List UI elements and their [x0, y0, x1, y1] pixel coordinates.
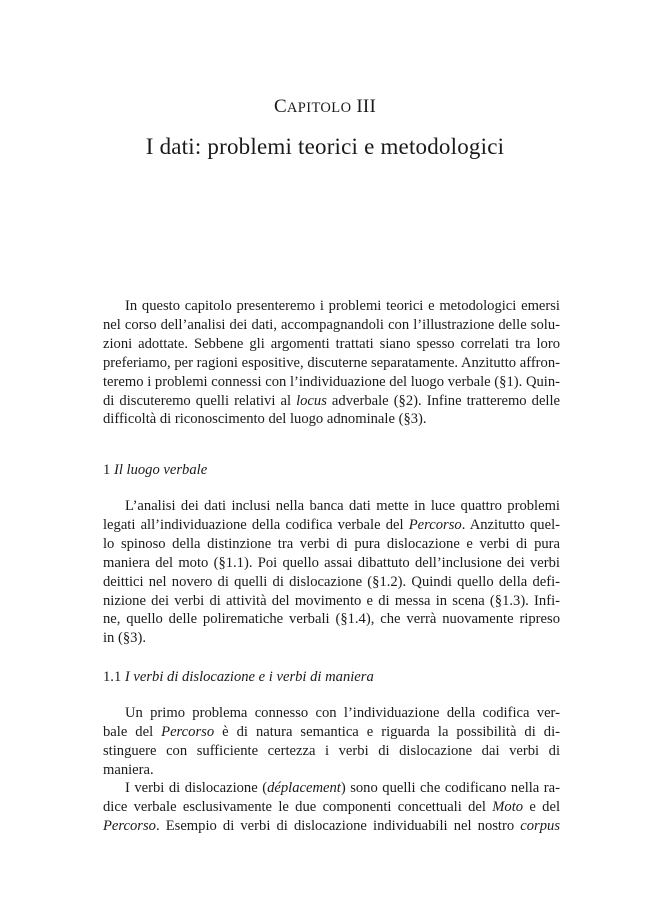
italic-term: Moto	[492, 798, 524, 815]
text-line: ne, quello delle polirematiche verbali (§1.4), che verrà nuovamente ripreso	[103, 611, 560, 628]
text-line: zioni adottate. Sebbene gli argomenti trattati siano spesso correlati tra loro	[103, 335, 560, 352]
text-line	[103, 392, 560, 411]
italic-term: Percorso	[161, 723, 215, 740]
italic-term: déplacement	[267, 780, 341, 796]
text-line: in (§3).	[103, 630, 146, 647]
text-fragment: . Esempio di verbi di dislocazione individuabili nel nostro	[155, 817, 521, 834]
text-line: preferiamo, per ragioni espositive, discuterne separatamente. Anzitutto affron-	[103, 354, 560, 371]
section-number: 1	[103, 462, 111, 478]
text-fragment: . Anzitutto quel-	[461, 516, 560, 533]
text-fragment: adverbale (§2). Infine tratteremo delle	[326, 392, 561, 409]
text-line: maniera.	[103, 761, 154, 778]
italic-term: Percorso	[408, 516, 462, 533]
section-title: Il luogo verbale	[113, 462, 208, 478]
intro-paragraph	[103, 297, 560, 429]
section-heading	[103, 461, 560, 480]
subsection-heading	[103, 668, 560, 687]
text-line	[103, 723, 560, 742]
section-number: 1.1	[103, 669, 122, 685]
text-line: lo spinoso della distinzione tra verbi di pura dislocazione e verbi di pura	[103, 535, 560, 552]
text-line	[103, 817, 560, 836]
text-line	[103, 798, 560, 817]
text-fragment: bale del	[103, 723, 162, 740]
chapter-label	[0, 96, 650, 118]
italic-term: Percorso	[103, 817, 156, 834]
section11-paragraph-1	[103, 704, 560, 780]
italic-term: locus	[296, 392, 327, 409]
chapter-label-smallcaps: APITOLO	[286, 100, 352, 116]
text-fragment: legati all’individuazione della codifica verbale del	[103, 516, 409, 533]
text-fragment: è di natura semantica e riguarda la possibilità di di-	[214, 723, 560, 740]
section1-paragraph	[103, 497, 560, 648]
text-line: L’analisi dei dati inclusi nella banca dati mette in luce quattro problemi	[125, 498, 560, 514]
text-fragment: e del	[523, 798, 560, 815]
text-fragment: dice verbale esclusivamente le due componenti concettuali del	[103, 798, 493, 815]
section-title: I verbi di dislocazione e i verbi di maniera	[124, 669, 374, 685]
chapter-label-initial: C	[274, 96, 287, 117]
text-line: maniera del moto (§1.1). Poi quello assai dibattuto dell’inclusione dei verbi	[103, 554, 560, 571]
text-line: Un primo problema connesso con l’individuazione della codifica ver-	[125, 705, 560, 721]
text-line: deittici nel novero di quelli di dislocazione (§1.2). Quindi quello della defi-	[103, 573, 560, 590]
text-fragment: ) sono quelli che codificano nella ra-	[340, 780, 560, 796]
section11-paragraph-2	[103, 779, 560, 836]
text-fragment: di discuteremo quelli relativi al	[103, 392, 297, 409]
italic-term: corpus	[520, 817, 560, 834]
text-line: stinguere con sufficiente certezza i verbi di dislocazione dai verbi di	[103, 742, 560, 759]
text-line	[103, 779, 560, 798]
chapter-title: I dati: problemi teorici e metodologici	[145, 134, 505, 159]
text-line: In questo capitolo presenteremo i problemi teorici e metodologici emersi	[125, 298, 560, 314]
text-line: difficoltà di riconoscimento del luogo adnominale (§3).	[103, 411, 427, 428]
text-line: nizione dei verbi di attività del movimento e di messa in scena (§1.3). Infi-	[103, 592, 560, 609]
text-line: teremo i problemi connessi con l’individuazione del luogo verbale (§1). Quin-	[103, 373, 560, 390]
text-line: nel corso dell’analisi dei dati, accompagnandoli con l’illustrazione delle solu-	[103, 316, 560, 333]
chapter-number: III	[356, 96, 376, 117]
text-fragment: I verbi di dislocazione (	[125, 780, 268, 796]
text-line	[103, 516, 560, 535]
